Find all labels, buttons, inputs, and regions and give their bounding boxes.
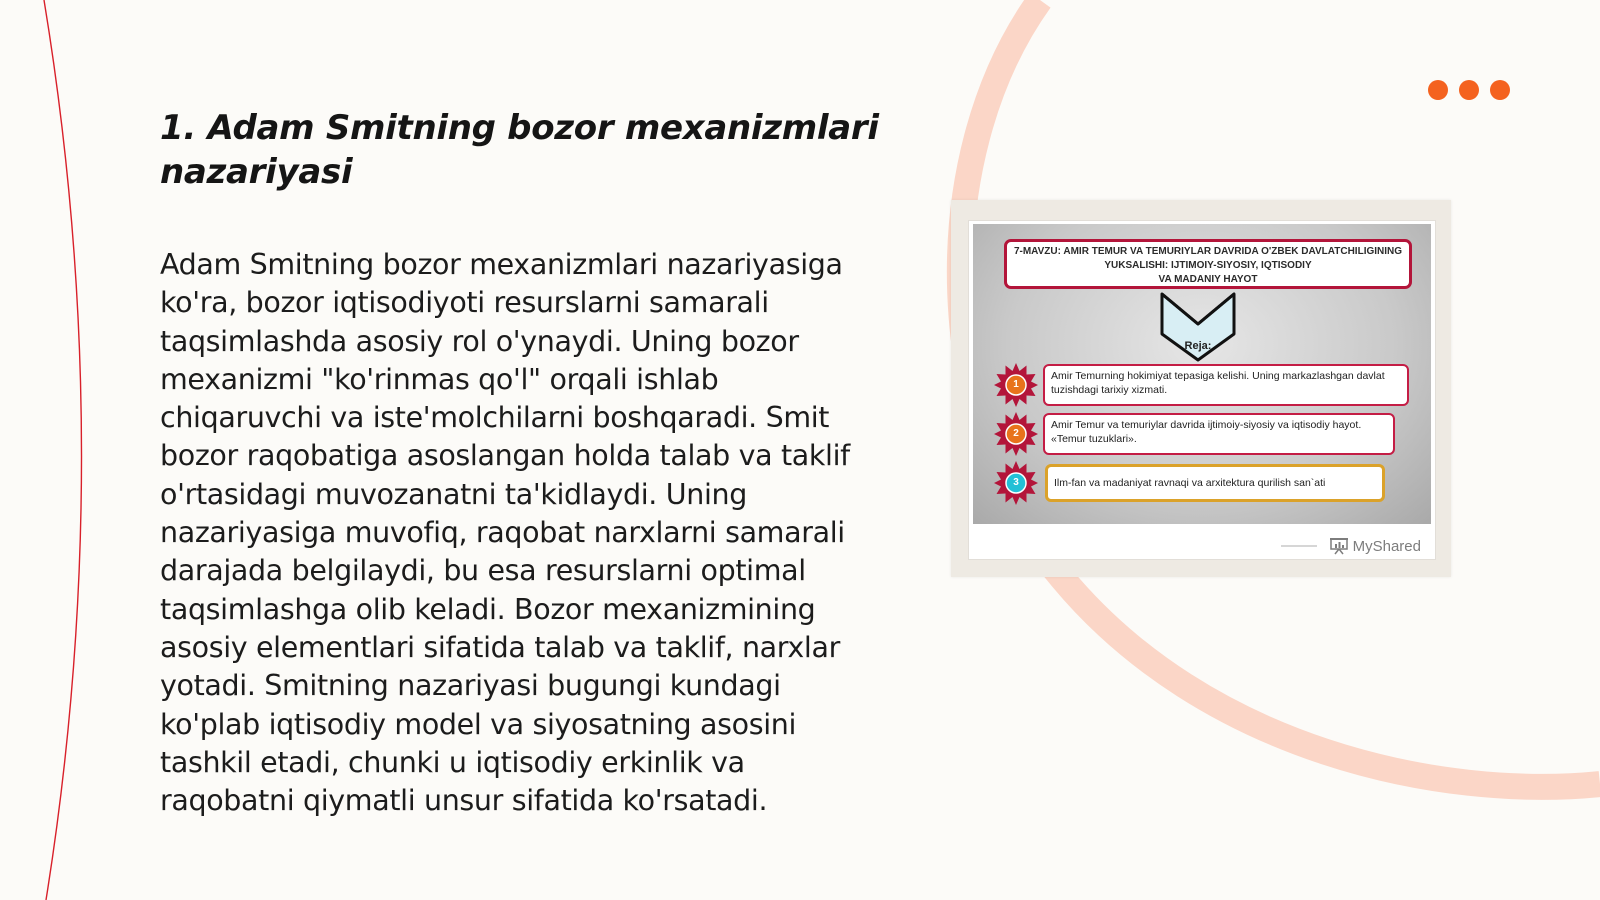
plan-item: [993, 411, 1413, 457]
thumbnail-card: [968, 220, 1436, 560]
topic-box: [1004, 239, 1412, 289]
topic-line: VA MADANIY HAYOT: [1158, 274, 1258, 285]
footer-divider: [1281, 545, 1317, 547]
body-paragraph: Adam Smitning bozor mexanizmlari nazariyasiga ko'ra, bozor iqtisodiyoti resurslarni samarali taqsimlashda asosiy rol o'ynaydi. Uning bozor mexanizmi "ko'rinmas qo'l" orqali ishlab chiqaruvchi va iste'molchilarni boshqaradi. Smit bozor raqobatiga asoslangan holda talab va taklif o'rtasidagi muvozanatni ta'kidlaydi. Uning nazariyasiga muvofiq, raqobat narxlarni samarali darajada belgilaydi, bu esa resurslarni optimal taqsimlashga olib keladi. Bozor mexanizmining asosiy elementlari sifatida talab va taklif, narxlar yotadi. Smitning nazariyasi bugungi kundagi ko'plab iqtisodiy model va siyosatning asosini tashkil etadi, chunki u iqtisodiy erkinlik va raqobatni qiymatli unsur sifatida ko'rsatadi.: [160, 248, 850, 818]
plan-item: [993, 460, 1413, 506]
plan-text-box: Amir Temurning hokimiyat tepasiga kelishi. Uning markazlashgan davlat tuzishdagi tarixiy xizmati.: [1043, 364, 1409, 406]
slide-thumbnail: [951, 200, 1451, 577]
topic-line: 7-MAVZU: AMIR TEMUR VA TEMURIYLAR DAVRIDA O'ZBEK DAVLATCHILIGINING: [1013, 246, 1403, 257]
page-title: 1. Adam Smitning bozor mexanizmlari nazariyasi: [160, 108, 879, 192]
thumbnail-slide: [973, 224, 1431, 524]
watermark-text: MyShared: [1352, 537, 1421, 555]
orange-dot: [1428, 80, 1448, 100]
orange-dot: [1459, 80, 1479, 100]
orange-dot: [1490, 80, 1510, 100]
chevron-down-icon: [1158, 290, 1238, 364]
presentation-icon: [1329, 537, 1349, 555]
plan-text-box: Ilm-fan va madaniyat ravnaqi va arxitektura qurilish san`ati: [1045, 464, 1385, 502]
left-red-curve: [44, 0, 82, 900]
plan-number: 3: [1013, 477, 1019, 488]
topic-line: YUKSALISHI: IJTIMOIY-SIYOSIY, IQTISODIY: [1104, 260, 1312, 271]
plan-number: 2: [1013, 428, 1019, 439]
plan-number: 1: [1013, 379, 1019, 390]
plan-item: [993, 362, 1413, 408]
plan-label: Reja:: [1184, 340, 1212, 352]
plan-text-box: Amir Temur va temuriylar davrida ijtimoiy-siyosiy va iqtisodiy hayot. «Temur tuzuklari».: [1043, 413, 1395, 455]
watermark: [1281, 537, 1421, 555]
menu-dots: [1428, 80, 1510, 100]
